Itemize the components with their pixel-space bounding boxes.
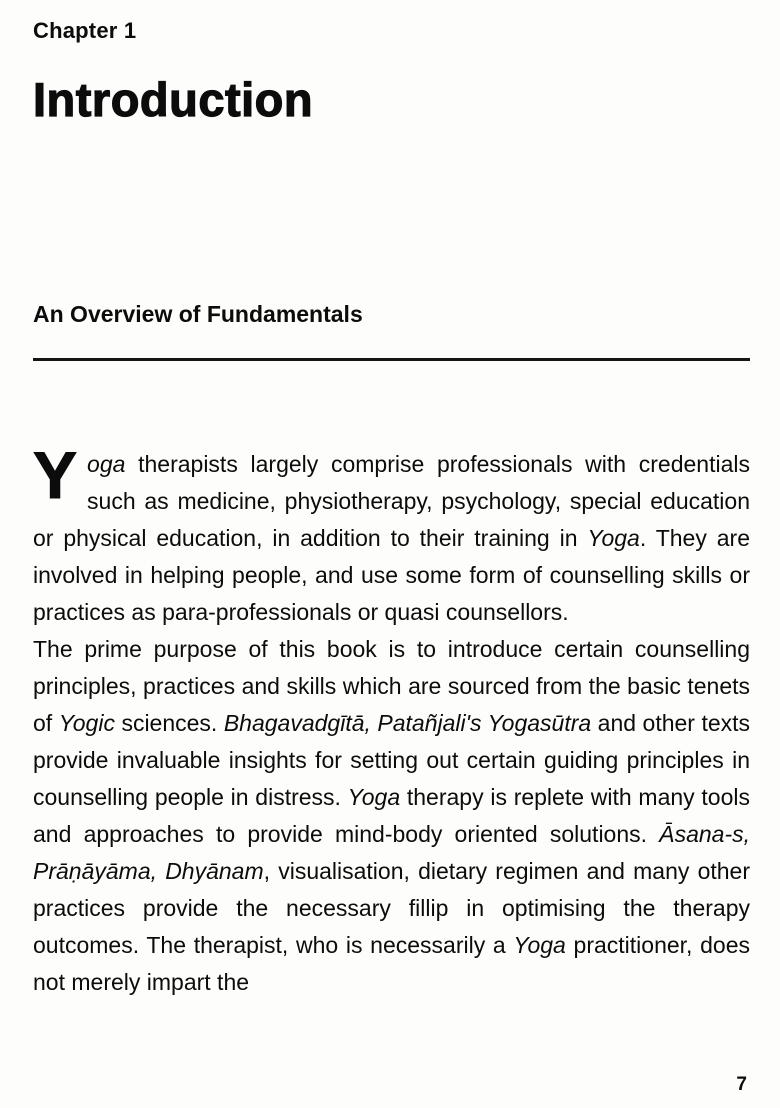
italic-text-run: Yogic xyxy=(58,710,115,736)
italic-text-run: oga xyxy=(87,451,126,477)
italic-text-run: Bhagavadgītā, Patañjali's Yogasūtra xyxy=(223,710,592,736)
text-run: therapy is replete with many tools and approaches to provide mind-body oriented solutions. xyxy=(33,784,750,847)
italic-text-run: Āsana-s, Prāṇāyāma, Dhyānam xyxy=(33,821,750,884)
text-run: and other texts provide invaluable insights for setting out certain guiding principles in counselling people in distress. xyxy=(33,710,751,810)
paragraph-text xyxy=(33,636,750,995)
body-text xyxy=(33,438,751,1001)
body-paragraph xyxy=(33,631,750,1001)
page-number: 7 xyxy=(736,1074,747,1095)
text-run: sciences. xyxy=(114,710,224,736)
chapter-title: Introduction xyxy=(33,73,314,126)
text-run: , visualisation, dietary regimen and many other practices provide the necessary fillip in optimising the therapy outcomes. The therapist, who is necessarily a xyxy=(33,858,750,958)
text-run: practitioner, does not merely impart the xyxy=(33,932,750,995)
text-run: therapists largely comprise professionals with credentials such as medicine, physiotherapy, psychology, special education or physical education, in addition to their training in xyxy=(33,451,750,551)
text-run: The prime purpose of this book is to introduce certain counselling principles, practices and skills which are sourced from the basic tenets of xyxy=(33,636,750,736)
drop-cap: Y xyxy=(33,438,78,512)
section-heading: An Overview of Fundamentals xyxy=(33,301,363,327)
italic-text-run: Yoga xyxy=(513,932,566,958)
text-run: . They are involved in helping people, and use some form of counselling skills or practices as para-professionals or quasi counsellors. xyxy=(33,525,750,625)
italic-text-run: Yoga xyxy=(347,784,401,810)
paragraph-text xyxy=(33,451,750,625)
body-paragraph xyxy=(33,438,750,631)
italic-text-run: Yoga xyxy=(587,525,640,551)
section-divider xyxy=(33,358,750,361)
chapter-label: Chapter 1 xyxy=(33,18,137,43)
